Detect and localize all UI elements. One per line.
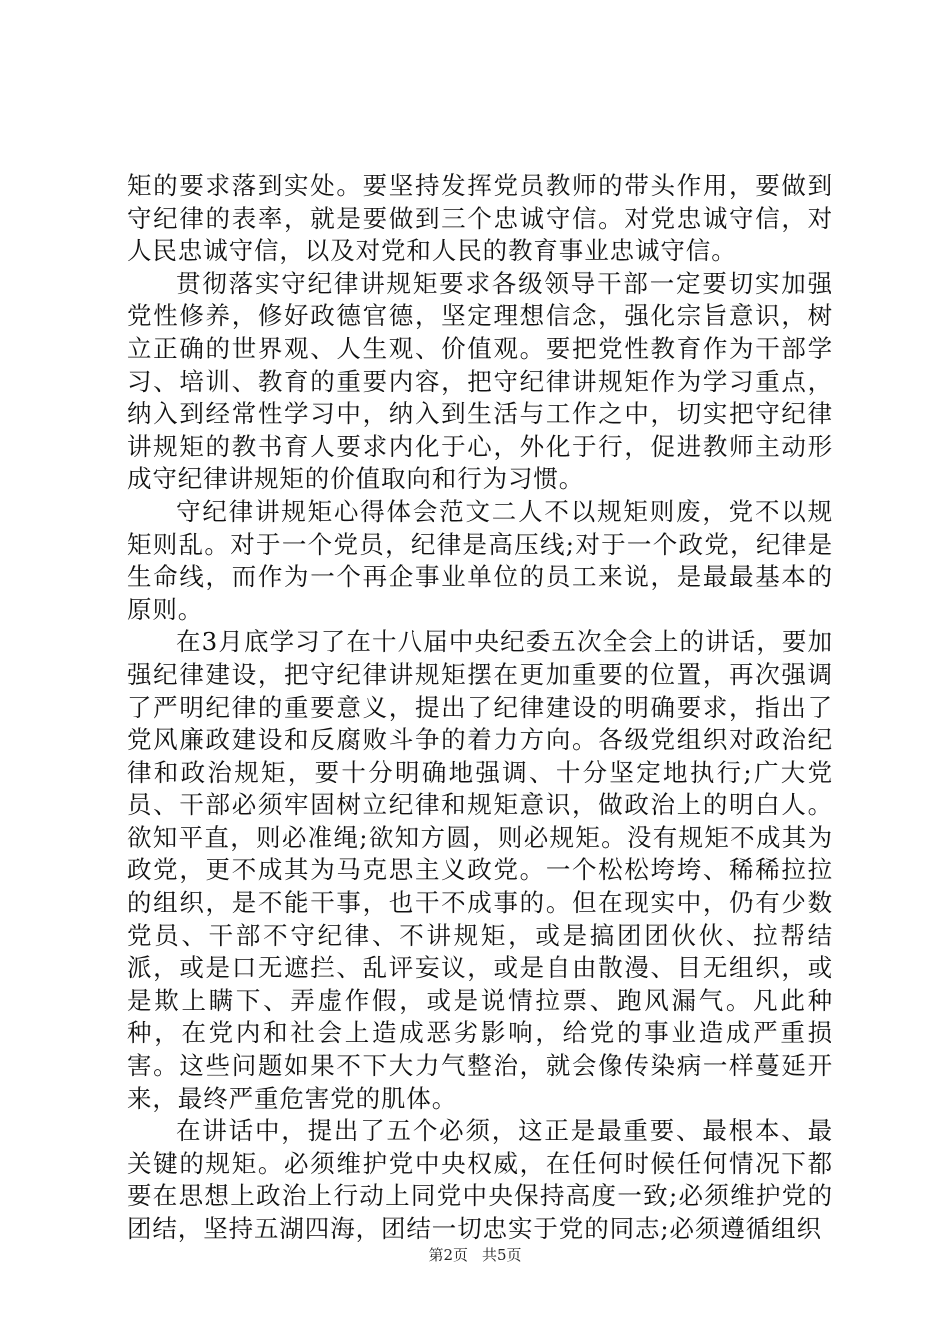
paragraph: 在3月底学习了在十八届中央纪委五次全会上的讲话，要加强纪律建设，把守纪律讲规矩摆在更加重要的位置，再次强调了严明纪律的重要意义，提出了纪律建设的明确要求，指出了党风廉政建设和反腐败斗争的着力方向。各级党组织对政治纪律和政治规矩，要十分明确地强调、十分坚定地执行;广大党员、干部必须牢固树立纪律和规矩意识，做政治上的明白人。欲知平直，则必准绳;欲知方圆，则必规矩。没有规矩不成其为政党，更不成其为马克思主义政党。一个松松垮垮、稀稀拉拉的组织，是不能干事，也干不成事的。但在现实中，仍有少数党员、干部不守纪律、不讲规矩，或是搞团团伙伙、拉帮结派，或是口无遮拦、乱评妄议，或是自由散漫、目无组织，或是欺上瞒下、弄虚作假，或是说情拉票、跑风漏气。凡此种种，在党内和社会上造成恶劣影响，给党的事业造成严重损害。这些问题如果不下大力气整治，就会像传染病一样蔓延开来，最终严重危害党的肌体。 — [127, 627, 833, 1113]
paragraph: 守纪律讲规矩心得体会范文二人不以规矩则废，党不以规矩则乱。对于一个党员，纪律是高压线;对于一个政党，纪律是生命线，而作为一个再企事业单位的员工来说，是最最基本的原则。 — [127, 496, 833, 624]
paragraph: 在讲话中，提出了五个必须，这正是最重要、最根本、最关键的规矩。必须维护党中央权威，在任何时候任何情况下都要在思想上政治上行动上同党中央保持高度一致;必须维护党的团结，坚持五湖四海，团结一切忠实于党的同志;必须遵循组织 — [127, 1116, 833, 1243]
document-body — [127, 170, 833, 1246]
page-footer — [0, 1244, 950, 1265]
page-total: 共5页 — [482, 1246, 522, 1264]
page-number: 第2页 — [428, 1246, 468, 1264]
paragraph: 矩的要求落到实处。要坚持发挥党员教师的带头作用，要做到守纪律的表率，就是要做到三个忠诚守信。对党忠诚守信，对人民忠诚守信，以及对党和人民的教育事业忠诚守信。 — [127, 171, 833, 266]
paragraph: 贯彻落实守纪律讲规矩要求各级领导干部一定要切实加强党性修养，修好政德官德，坚定理想信念，强化宗旨意识，树立正确的世界观、人生观、价值观。要把党性教育作为干部学习、培训、教育的重要内容，把守纪律讲规矩作为学习重点，纳入到经常性学习中，纳入到生活与工作之中，切实把守纪律讲规矩的教书育人要求内化于心，外化于行，促进教师主动形成守纪律讲规矩的价值取向和行为习惯。 — [127, 268, 833, 494]
